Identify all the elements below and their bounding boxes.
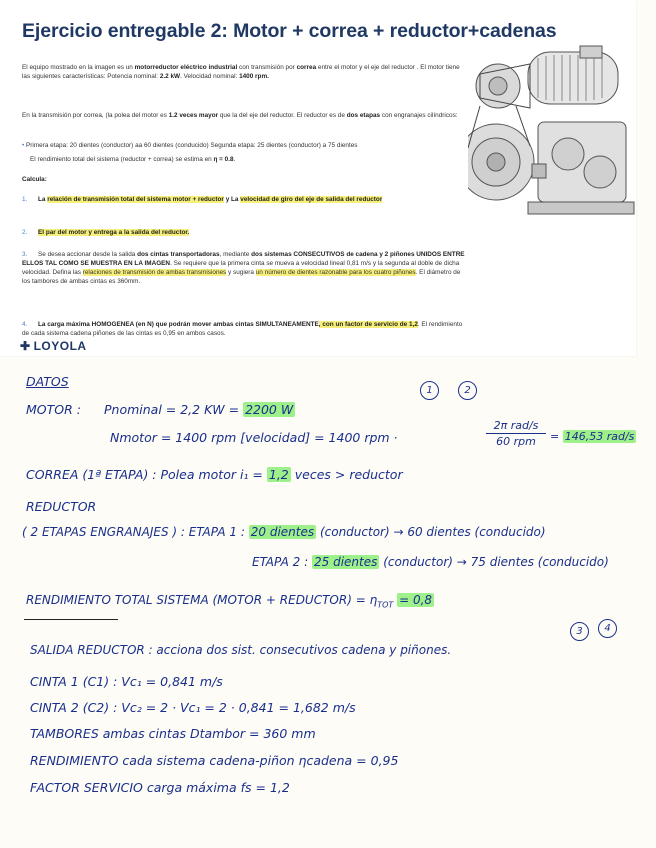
p2-text-d: dos etapas	[346, 112, 381, 119]
p3-text-c: .	[233, 156, 236, 163]
q3-text-g: relaciones de transmisión de ambas transmisiones	[82, 269, 227, 276]
notes-etapa1-value: 20 dientes	[250, 525, 315, 539]
q3-text-c: , mediante	[219, 251, 252, 258]
q1-text-b: relación de transmisión total del sistema motor + reductor	[47, 196, 224, 203]
notes-rend-cadena: RENDIMIENTO cada sistema cadena-piñon ηcadena = 0,95	[30, 753, 399, 768]
question-1	[22, 195, 468, 204]
q4-text-b: , con un factor de servicio de 1,2	[318, 321, 418, 328]
q2-text: El par del motor y entrega a la salida del reductor.	[38, 229, 190, 236]
paragraph-1	[22, 63, 468, 81]
p3-text-b: η = 0.8	[213, 156, 234, 163]
notes-rendimiento-value: = 0,8	[399, 593, 433, 607]
notes-rendimiento	[26, 593, 434, 609]
notes-nmotor-value: 146,53 rad/s	[564, 430, 635, 443]
question-2	[22, 228, 468, 237]
notes-factor: FACTOR SERVICIO carga máxima fs = 1,2	[30, 780, 290, 795]
q4-text-c: . El rendimiento de cada sistema cadena piñones de las cintas es 0,95 en ambos casos.	[22, 321, 463, 337]
q3-text-h: y sugiera	[226, 269, 256, 276]
notes-correa-value: 1,2	[268, 467, 289, 482]
notes-etapa2-label: ETAPA 2 :	[252, 555, 309, 569]
q1-text-c: y La	[223, 196, 241, 203]
fraction-denominator: 60 rpm	[496, 435, 536, 448]
p2-text-e: con engranajes cilíndricos:	[380, 112, 458, 119]
p2-text-c: que la del eje del reductor. El reductor es de	[218, 112, 347, 119]
divider-line	[24, 619, 118, 620]
circle-marker-3: 3	[570, 622, 589, 641]
notes-pnominal-value: 2200 W	[245, 402, 294, 417]
notes-salida: SALIDA REDUCTOR : acciona dos sist. consecutivos cadena y piñones.	[30, 643, 452, 657]
notes-nmotor-result	[550, 430, 636, 443]
p1-text-b: motorreductor eléctrico industrial	[134, 64, 238, 71]
p3-text-a: El rendimiento total del sistema (reductor + correa) se estima en	[30, 156, 214, 163]
p2-text-a: En la transmisión por correa, (la polea del motor es	[22, 112, 169, 119]
loyola-logo	[20, 339, 87, 353]
cross-icon: ✚	[20, 339, 31, 353]
notes-etapas-text: ( 2 ETAPAS ENGRANAJES ) : ETAPA 1 :	[22, 525, 245, 539]
p1-text-d: correa	[296, 64, 317, 71]
question-4	[22, 320, 468, 338]
circle-marker-1: 1	[420, 381, 439, 400]
page-title: Ejercicio entregable 2: Motor + correa + reductor+cadenas	[22, 20, 557, 42]
notes-pnominal	[104, 402, 295, 417]
paragraph-2	[22, 111, 468, 120]
calcula-label: Calcula:	[22, 176, 47, 183]
p1-text-h: 1400 rpm.	[239, 73, 269, 80]
notes-conversion-fraction	[486, 419, 546, 448]
notes-cinta1: CINTA 1 (C1) : Vc₁ = 0,841 m/s	[30, 674, 223, 689]
q4-number: 4.	[22, 321, 28, 328]
notes-etapa2	[252, 555, 609, 569]
circle-marker-2: 2	[458, 381, 477, 400]
notes-etapa2-value: 25 dientes	[314, 555, 378, 569]
notes-reductor: REDUCTOR	[26, 499, 97, 514]
p1-text-g: . Velocidad nominal:	[180, 73, 240, 80]
q1-number: 1.	[22, 196, 28, 203]
question-3	[22, 250, 468, 286]
q3-text-j: . El diámetro de los tambores de ambas cintas es 360mm.	[22, 269, 461, 285]
q3-number: 3.	[22, 251, 28, 258]
bullet-stages	[22, 141, 468, 150]
fraction-numerator: 2π rad/s	[493, 419, 539, 432]
q2-number: 2.	[22, 229, 28, 236]
notes-datos-heading: DATOS	[26, 374, 69, 389]
q3-text-f: m/s y la segunda al doble de dicha velocidad. Defina las	[22, 260, 460, 276]
p1-text-f: 2.2 kW	[159, 73, 181, 80]
notes-nmotor: Nmotor = 1400 rpm [velocidad] = 1400 rpm ·	[110, 430, 398, 445]
q3-text-e: . Se requiere que la primera cinta se mueva a velocidad lineal 0,81	[170, 260, 360, 267]
notes-cinta2: CINTA 2 (C2) : Vc₂ = 2 · Vc₁ = 2 · 0,841 = 1,682 m/s	[30, 700, 356, 715]
gear-motor-illustration	[468, 44, 636, 222]
bullet-marker: •	[22, 142, 25, 149]
notes-correa	[26, 467, 403, 482]
q1-text-d: velocidad de giro del eje de salida del reductor	[240, 196, 383, 203]
q1-text-a: La	[38, 196, 48, 203]
p1-text-c: con transmisión por	[237, 64, 297, 71]
q3-text-a: Se desea accionar desde la salida	[38, 251, 138, 258]
p1-text-e: entre el motor y el eje del reductor . El motor tiene las siguientes características: Potencia nominal:	[22, 64, 460, 80]
q3-text-i: un número de dientes razonable para los cuatro piñones	[255, 269, 416, 276]
notes-nmotor-equals: =	[550, 430, 560, 443]
printed-exercise	[0, 0, 636, 356]
notes-etapa1	[22, 525, 546, 539]
paragraph-3	[30, 155, 468, 164]
notes-tambores: TAMBORES ambas cintas Dtambor = 360 mm	[30, 726, 316, 741]
p1-text-a: El equipo mostrado en la imagen es un	[22, 64, 135, 71]
circle-marker-4: 4	[598, 619, 617, 638]
notes-etapa1-rest: (conductor) → 60 dientes (conducido)	[319, 525, 546, 539]
logo-text: LOYOLA	[33, 339, 87, 353]
q4-text-a: La carga máxima HOMOGENEA (en N) que podrán mover ambas cintas SIMULTANEAMENTE	[38, 321, 319, 328]
notes-rendimiento-text: RENDIMIENTO TOTAL SISTEMA (MOTOR + REDUCTOR) = η	[26, 593, 378, 607]
p2-text-b: 1.2 veces mayor	[168, 112, 219, 119]
q3-text-b: dos cintas transportadoras	[137, 251, 220, 258]
notes-rendimiento-sub: TOT	[377, 600, 394, 610]
bullet-text: Primera etapa: 20 dientes (conductor) aa 60 dientes (conducido) Segunda etapa: 25 dientes (conductor) a 75 dientes	[26, 142, 358, 149]
q3-text-d: dos sistemas CONSECUTIVOS de cadena y 2 piñones UNIDOS ENTRE ELLOS TAL COMO SE MUESTRA EN LA IMAGEN	[22, 251, 465, 267]
notes-motor-label: MOTOR :	[26, 402, 81, 417]
notes-correa-text: CORREA (1ª ETAPA) : Polea motor i₁ =	[26, 467, 263, 482]
notes-pnominal-text: Pnominal = 2,2 KW =	[104, 402, 240, 417]
notes-correa-rest: veces > reductor	[294, 467, 403, 482]
notes-etapa2-rest: (conductor) → 75 dientes (conducido)	[383, 555, 609, 569]
fraction-bar	[486, 433, 546, 434]
calcula-heading	[22, 175, 468, 184]
